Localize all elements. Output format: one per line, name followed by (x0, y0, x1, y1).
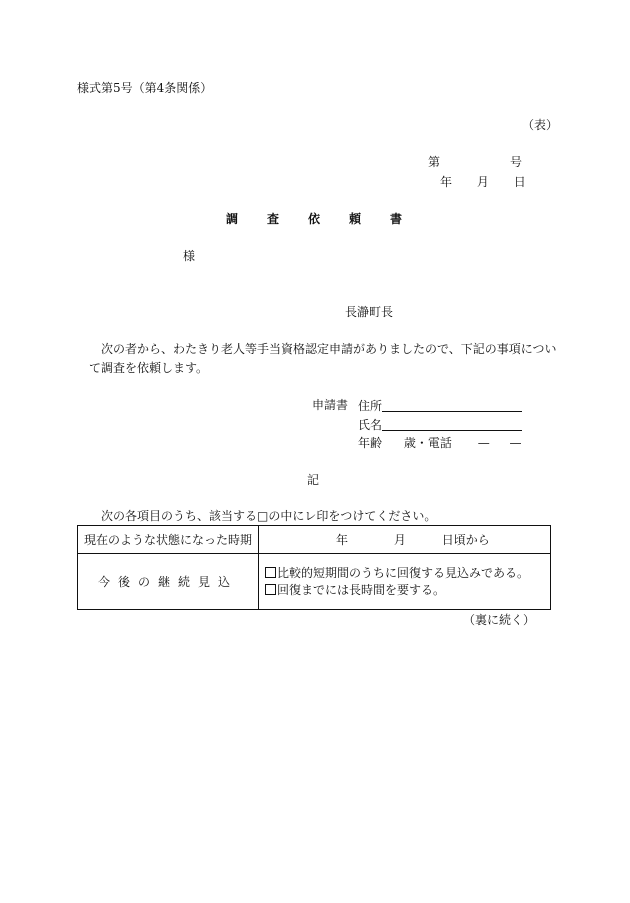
applicant-name (358, 418, 522, 431)
table-row-outlook (78, 554, 551, 610)
name-label: 氏名 (358, 418, 383, 432)
body-text-line2: て調査を依頼します。 (89, 361, 209, 375)
period-year: 年 (336, 533, 349, 547)
checkbox-icon[interactable] (265, 567, 276, 578)
address-field[interactable] (382, 399, 522, 412)
period-suffix: 日頃から (441, 533, 490, 547)
applicant-age-phone (358, 437, 522, 449)
name-field[interactable] (382, 418, 522, 431)
addressee-suffix: 様 (183, 249, 196, 263)
date-day: 日 (513, 175, 526, 189)
number-prefix: 第 (428, 155, 441, 169)
page-side-label: （表） (522, 118, 559, 132)
outlook-label (78, 554, 259, 610)
outlook-option-2[interactable] (265, 582, 550, 599)
date-line (440, 176, 526, 188)
instruction-text: 次の各項目のうち、該当する□の中にレ印をつけてください。 (101, 509, 437, 523)
address-label: 住所 (358, 399, 383, 413)
outlook-option-1[interactable] (265, 565, 550, 582)
phone-dash-1: — (477, 436, 490, 450)
body-text-line1: 次の者から、わたきり老人等手当資格認定申請がありましたので、下記の事項につい (101, 342, 557, 356)
date-month: 月 (476, 175, 489, 189)
continued-note: （裏に続く） (463, 613, 536, 627)
document-title: 調査依頼書 (226, 212, 432, 226)
outlook-options (259, 554, 551, 610)
age-label: 年齢 (358, 436, 383, 450)
table-row-status-period (78, 526, 551, 554)
applicant-heading: 申請書 (312, 398, 349, 412)
applicant-address (358, 399, 522, 412)
status-period-label: 現在のような状態になった時期 (78, 526, 259, 554)
age-unit: 歳・電話 (403, 436, 452, 450)
date-year: 年 (440, 175, 453, 189)
outlook-option-1-text: 比較的短期間のうちに回復する見込みである。 (277, 565, 530, 580)
checkbox-icon[interactable] (265, 584, 276, 595)
status-period-value[interactable] (259, 526, 551, 554)
outlook-label-text: 今後の継続見込 (97, 575, 238, 589)
sender-name: 長瀞町長 (345, 305, 394, 319)
phone-dash-2: — (509, 436, 522, 450)
survey-table (77, 525, 551, 610)
number-suffix: 号 (509, 155, 522, 169)
document-number-line (428, 156, 522, 168)
outlook-option-2-text: 回復までには長時間を要する。 (277, 582, 446, 597)
period-month: 月 (393, 533, 406, 547)
ki-label: 記 (307, 473, 320, 487)
form-number: 様式第5号（第4条関係） (77, 81, 213, 95)
